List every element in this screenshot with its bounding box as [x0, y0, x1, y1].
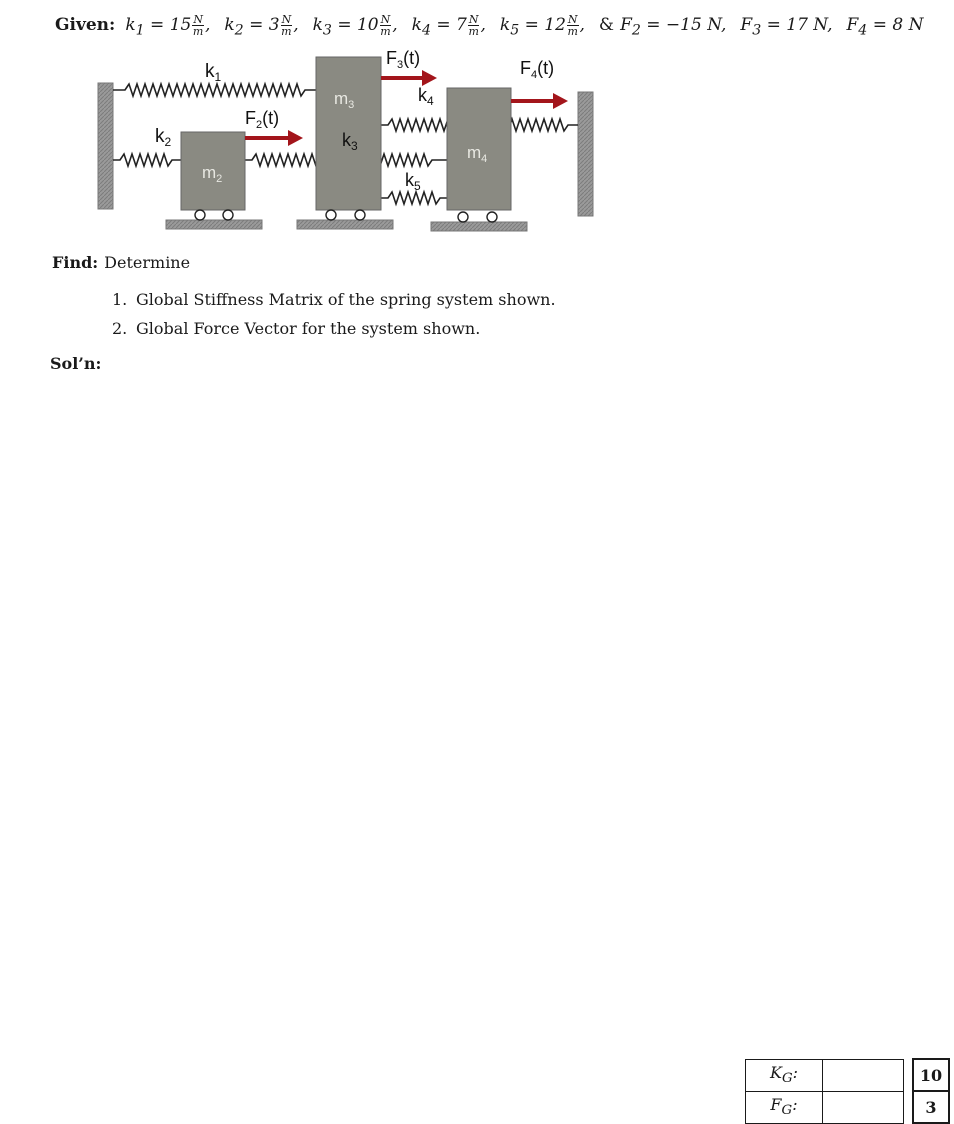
wheel	[355, 210, 365, 220]
solution-label: Sol’n:	[50, 354, 102, 373]
spring-k5	[381, 192, 447, 204]
right-wall	[578, 92, 593, 216]
given-label: Given:	[55, 15, 116, 35]
label-k3: $k_3$	[342, 130, 358, 153]
label-k4: $k_4$	[418, 85, 434, 108]
label-k5: $k_5$	[405, 170, 421, 193]
score-points-kg: 10	[913, 1059, 949, 1091]
ground-m3	[297, 220, 393, 229]
given-k2: $k_2 = 3$ $\frac{N}{m}$ ,	[224, 13, 299, 39]
given-f3: $F_3 = 17$ N,	[740, 15, 833, 39]
wheel	[195, 210, 205, 220]
given-k1: $k_1 = 15$ $\frac{N}{m}$ ,	[125, 13, 211, 39]
score-label-fg: $F_G$:	[746, 1091, 823, 1123]
wheel	[458, 212, 468, 222]
given-k3: $k_3 = 10$ $\frac{N}{m}$ ,	[312, 13, 398, 39]
ground-m2	[166, 220, 262, 229]
spring-mass-diagram	[0, 0, 954, 250]
force-arrow-f4	[511, 93, 568, 109]
wheel	[487, 212, 497, 222]
task-list	[112, 290, 556, 348]
find-label: Find:	[52, 253, 99, 272]
find-text: Determine	[104, 253, 191, 272]
label-m3: $m_3$	[334, 89, 355, 111]
score-answer-kg[interactable]	[823, 1059, 904, 1091]
score-row-kg	[746, 1059, 950, 1091]
score-table	[745, 1058, 950, 1124]
label-k2: $k_2$	[155, 126, 172, 149]
find-line	[52, 253, 190, 272]
force-arrow-f3	[381, 70, 437, 86]
task-item: 1. Global Stiffness Matrix of the spring system shown.	[112, 290, 556, 309]
label-m4: $m_4$	[467, 143, 488, 165]
score-label-kg: $K_G$:	[746, 1059, 823, 1091]
left-wall	[98, 83, 113, 209]
score-points-fg: 3	[913, 1091, 949, 1123]
given-f2: $F_2 = -15$ N,	[620, 15, 727, 39]
given-f4: $F_4 = 8$ N	[846, 15, 924, 39]
spring-k2	[113, 154, 181, 166]
label-m2: $m_2$	[202, 163, 223, 185]
label-f3: $F_3(t)$	[386, 48, 421, 71]
task-item: 2. Global Force Vector for the system shown.	[112, 319, 481, 338]
score-answer-fg[interactable]	[823, 1091, 904, 1123]
given-ampersand: &	[598, 15, 615, 35]
spring-k1	[113, 84, 316, 96]
label-f2: $F_2(t)$	[245, 108, 280, 131]
label-f4: $F_4(t)$	[520, 58, 555, 81]
label-k1: $k_1$	[205, 61, 222, 84]
score-row-fg	[746, 1091, 950, 1123]
ground-m4	[431, 222, 527, 231]
given-k4: $k_4 = 7$ $\frac{N}{m}$ ,	[411, 13, 486, 39]
given-k5: $k_5 = 12$ $\frac{N}{m}$ ,	[499, 13, 585, 39]
wheel	[326, 210, 336, 220]
wheel	[223, 210, 233, 220]
force-arrow-f2	[245, 130, 303, 146]
